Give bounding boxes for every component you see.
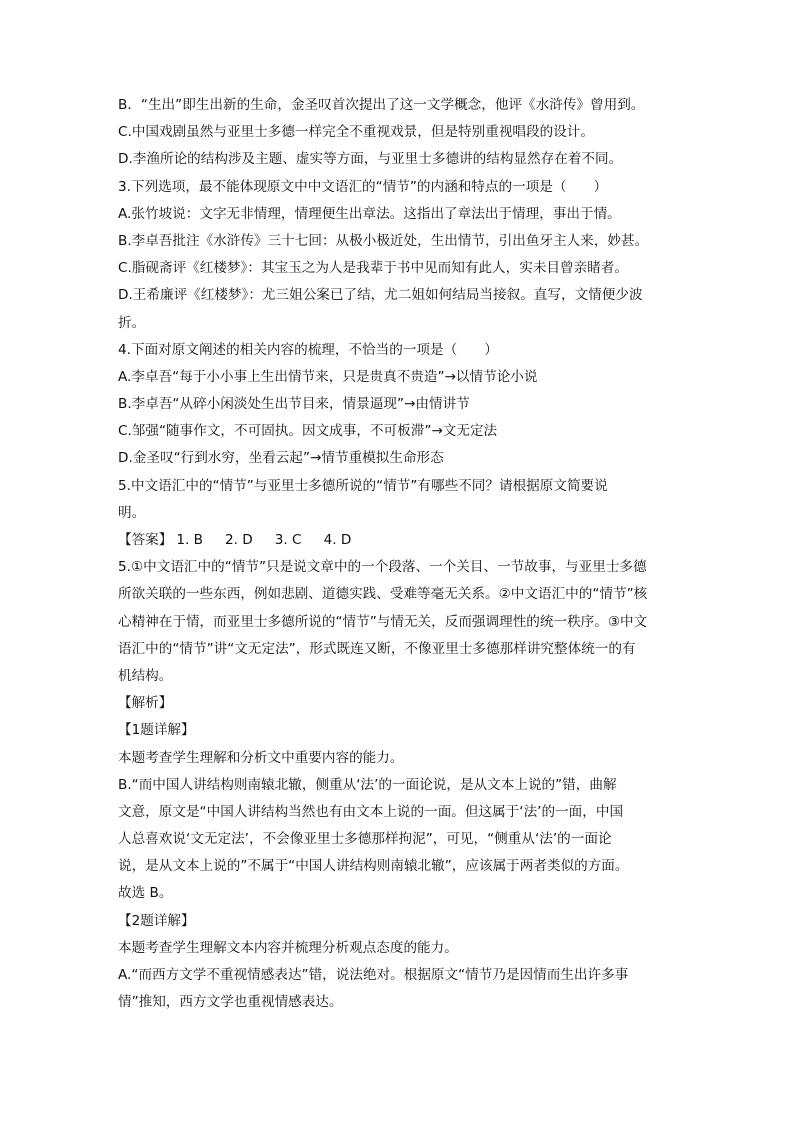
answer-5-line-3: 心精神在于情，而亚里士多德所说的“情节”与情无关，反而强调理性的统一秩序。③中文 [118, 613, 648, 630]
q1-analysis-line-1: 本题考查学生理解和分析文中重要内容的能力。 [118, 749, 404, 766]
option-1b: B．“生出”即生出新的生命，金圣叹首次提出了这一文学概念，他评《水浒传》曾用到。 [118, 97, 645, 113]
answer-item-3: 3. C [274, 532, 302, 548]
q1-analysis-line-5: 说，是从文本上说的”不属于“中国人讲结构则南辕北辙”，应该属于两者类似的方面。 [118, 858, 629, 875]
q2-analysis-line-3: 情”推知，西方文学也重视情感表达。 [118, 994, 343, 1011]
option-3d: D.王希廉评《红楼梦》：尤三姐公案已了结，尤二姐如何结局当接叙。直写，文情便少波 [118, 287, 643, 304]
answer-5-line-5: 机结构。 [118, 667, 173, 684]
answer-key [118, 527, 688, 554]
option-3b: B.李卓吾批注《水浒传》三十七回：从极小极近处，生出情节，引出鱼牙主人来，妙甚。 [118, 232, 649, 249]
answer-5-line-4: 语汇中的“情节”讲“文无定法”，形式既连又断，不像亚里士多德那样讲究整体统一的有 [118, 640, 636, 657]
question-3: 3.下列选项，最不能体现原文中中文语汇的“情节”的内涵和特点的一项是（ ） [118, 178, 608, 195]
option-4b: B.李卓吾“从碎小闲淡处生出节目来，情景逼现”→由情讲节 [118, 396, 470, 413]
option-3d-continued: 折。 [118, 314, 146, 331]
q1-analysis-heading: 【1题详解】 [118, 722, 195, 739]
q2-analysis-heading: 【2题详解】 [118, 912, 195, 929]
answer-label: 【答案】 [118, 532, 173, 548]
answer-item-2: 2. D [225, 532, 253, 548]
option-4d: D.金圣叹“行到水穷，坐看云起”→情节重模拟生命形态 [118, 450, 444, 467]
option-4a: A.李卓吾“每于小小事上生出情节来，只是贵真不贵造”→以情节论小说 [118, 368, 538, 385]
answer-item-4: 4. D [323, 532, 352, 548]
q2-analysis-line-1: 本题考查学生理解文本内容并梳理分析观点态度的能力。 [118, 939, 458, 956]
answer-5-line-2: 所欲关联的一些东西，例如悲剧、道德实践、受难等毫无关系。②中文语汇中的“情节”核 [118, 586, 648, 603]
analysis-heading: 【解析】 [118, 695, 173, 712]
q1-analysis-line-2: B.“而中国人讲结构则南辕北辙，侧重从‘法’的一面论说，是从文本上说的”错，曲解 [118, 776, 617, 793]
answer-item-1: 1. B [176, 532, 203, 548]
option-1c: C.中国戏剧虽然与亚里士多德一样完全不重视戏景，但是特别重视唱段的设计。 [118, 124, 594, 141]
option-4c: C.邹强“随事作文，不可固执。因文成事，不可板滞”→文无定法 [118, 423, 498, 440]
q1-conclusion: 故选 B。 [118, 885, 173, 902]
option-3a: A.张竹坡说：文字无非情理，情理便生出章法。这指出了章法出于情理，事出于情。 [118, 205, 621, 222]
answer-5-line-1: 5.①中文语汇中的“情节”只是说文章中的一个段落、一个关目、一节故事，与亚里士多德 [118, 559, 647, 576]
document-body [118, 92, 688, 1016]
option-3c: C.脂砚斋评《红楼梦》：其宝玉之为人是我辈于书中见而知有此人，实未目曾亲睹者。 [118, 260, 628, 277]
question-5-continued: 明。 [118, 504, 146, 521]
q1-analysis-line-3: 文意，原文是“中国人讲结构当然也有由文本上说的一面。但这属于‘法’的一面，中国 [118, 803, 624, 820]
question-4: 4.下面对原文阐述的相关内容的梳理，不恰当的一项是（ ） [118, 341, 498, 358]
q2-analysis-line-2: A.“而西方文学不重视情感表达”错，说法绝对。根据原文“情节乃是因情而生出许多事 [118, 967, 629, 983]
question-5: 5.中文语汇中的“情节”与亚里士多德所说的“情节”有哪些不同？请根据原文简要说 [118, 477, 608, 494]
option-1d: D.李渔所论的结构涉及主题、虚实等方面，与亚里士多德讲的结构显然存在着不同。 [118, 151, 623, 168]
q1-analysis-line-4: 人总喜欢说‘文无定法’，不会像亚里士多德那样拘泥”，可见，“侧重从‘法’的一面论 [118, 831, 612, 848]
